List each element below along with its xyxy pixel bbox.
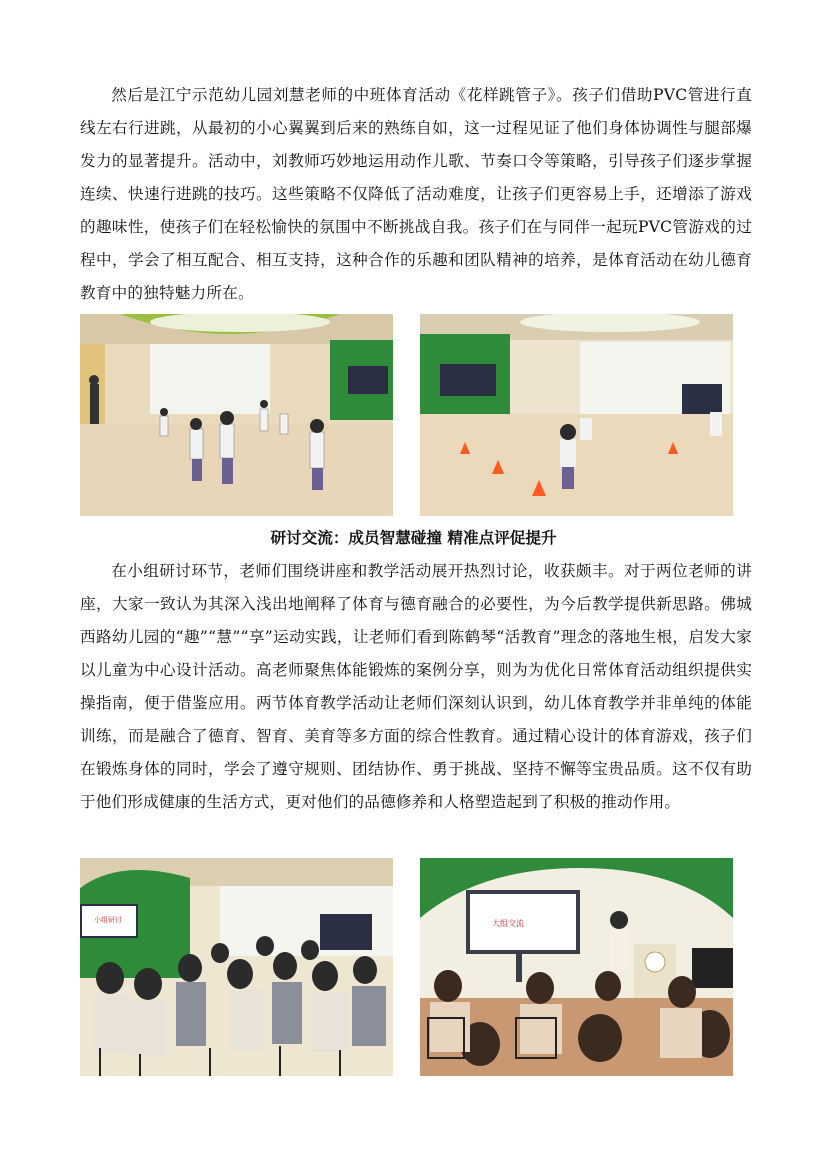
photo-large-group-sharing	[420, 858, 733, 1076]
paragraph-discussion-summary: 在小组研讨环节，老师们围绕讲座和教学活动展开热烈讨论，收获颇丰。对于两位老师的讲座，大家一致认为其深入浅出地阐释了体育与德育融合的必要性，为今后教学提供新思路。佛城西路幼儿园的“趣”“慧”“享”运动实践，让老师们看到陈鹤琴“活教育”理念的落地生根，启发大家以儿童为中心设计活动。高老师聚焦体能锻炼的案例分享，则为为优化日常体育活动组织提供实操指南，便于借鉴应用。两节体育教学活动让老师们深刻认识到，幼儿体育教学并非单纯的体能训练，而是融合了德育、智育、美育等多方面的综合性教育。通过精心设计的体育游戏，孩子们在锻炼身体的同时，学会了遵守规则、团结协作、勇于挑战、坚持不懈等宝贵品质。这不仅有助于他们形成健康的生活方式，更对他们的品德修养和人格塑造起到了积极的推动作用。	[80, 562, 752, 811]
paragraph-activity-description: 然后是江宁示范幼儿园刘慧老师的中班体育活动《花样跳管子》。孩子们借助PVC管进行直线左右行进跳，从最初的小心翼翼到后来的熟练自如，这一过程见证了他们身体协调性与腿部爆发力的显著提升。活动中，刘教师巧妙地运用动作儿歌、节奏口令等策略，引导孩子们逐步掌握连续、快速行进跳的技巧。这些策略不仅降低了活动难度，让孩子们更容易上手，还增添了游戏的趣味性，使孩子们在轻松愉快的氛围中不断挑战自我。孩子们在与同伴一起玩PVC管游戏的过程中，学会了相互配合、相互支持，这种合作的乐趣和团队精神的培养，是体育活动在幼儿德育教育中的独特魅力所在。	[80, 86, 752, 302]
section-heading: 研讨交流：成员智慧碰撞 精准点评促提升	[270, 529, 557, 547]
photo-children-gym-illustration	[80, 314, 393, 516]
photo-small-group-discussion	[80, 858, 393, 1076]
photo-children-gym-activity	[80, 314, 393, 516]
screen-caption-large-group: 大组交流	[492, 919, 524, 928]
photo-small-group-illustration	[80, 858, 393, 1076]
photo-cone-jumping-illustration	[420, 314, 733, 516]
photo-large-group-illustration	[420, 858, 733, 1076]
screen-caption-small-group: 小组研讨	[94, 916, 122, 924]
photo-child-cone-jumping	[420, 314, 733, 516]
